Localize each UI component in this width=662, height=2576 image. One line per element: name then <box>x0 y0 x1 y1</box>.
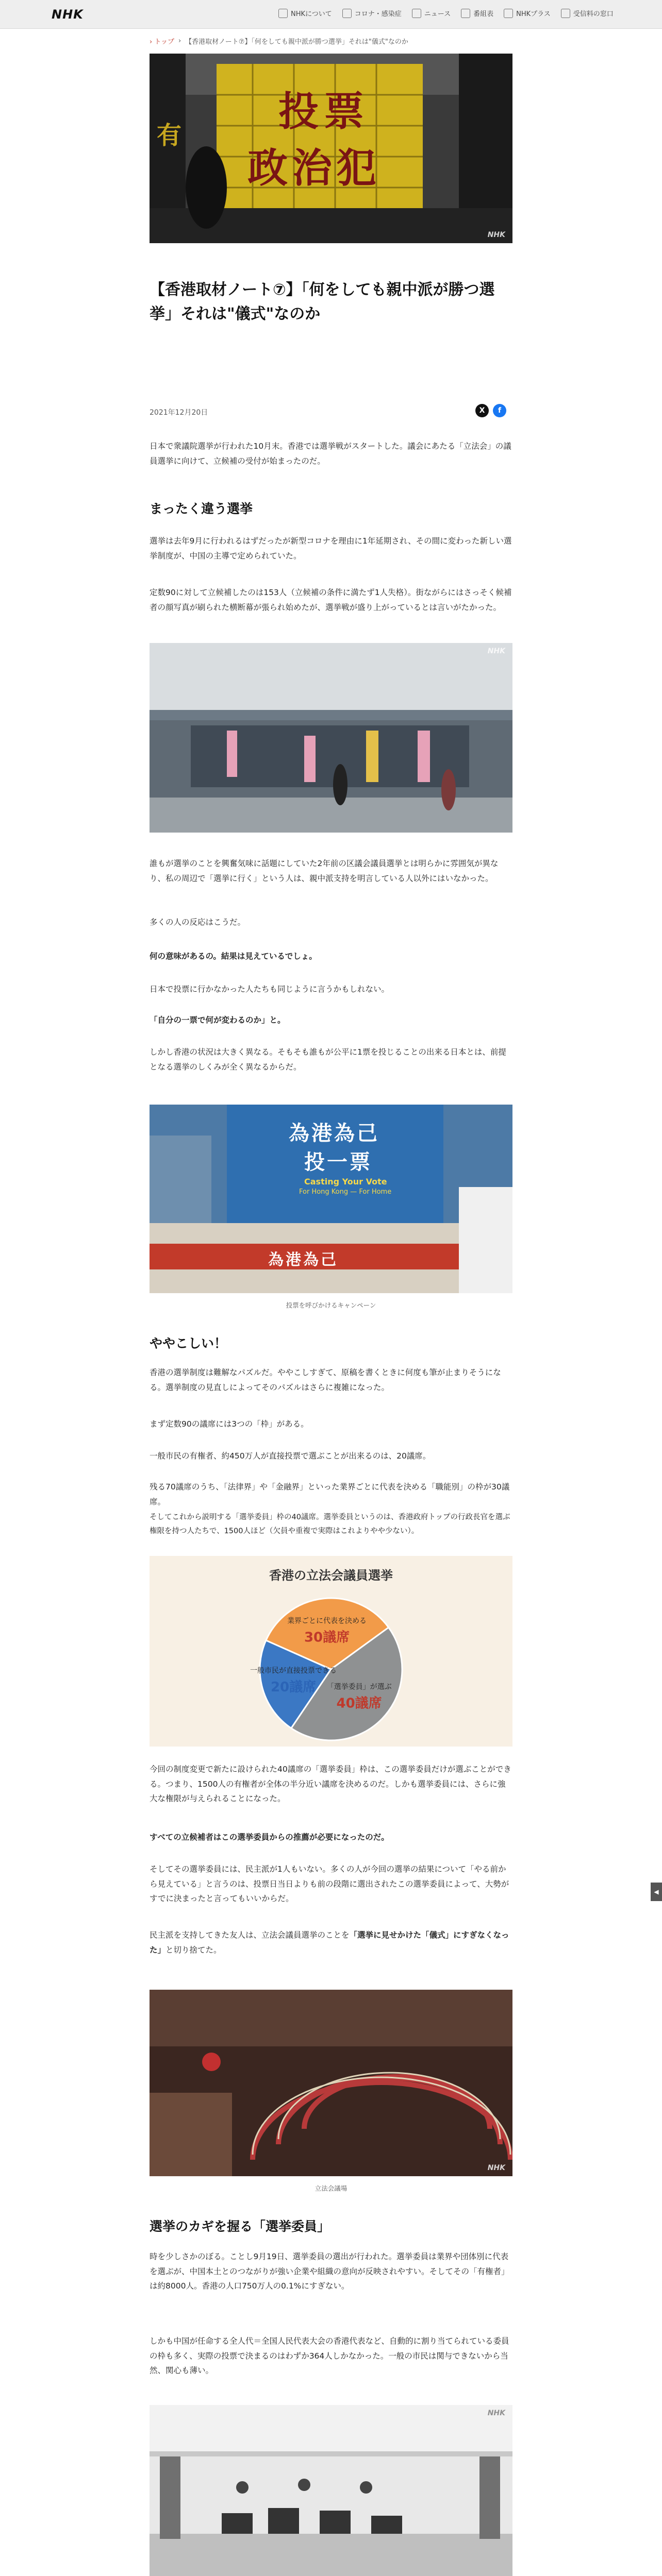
article-date: 2021年12月20日 <box>150 409 208 417</box>
paragraph: 多くの人の反応はこうだ。 <box>150 918 246 927</box>
paragraph: 定数90に対して立候補したのは153人（立候補の条件に満たず1人失格）。街ながらにはさっそく候補者の顔写真が刷られた横断幕が張られ始めたが、選挙戦が盛り上がっているとは言いがたかった。 <box>150 588 512 612</box>
legco-illustration <box>150 1990 512 2176</box>
section-heading-2: ややこしい！ <box>150 1336 227 1351</box>
quote: 何の意味があるの。結果は見えているでしょ。 <box>150 952 317 961</box>
intro-paragraph: 日本で衆議院選挙が行われた10月末。香港では選挙戦がスタートした。議会にあたる「立法会」の議員選挙に向けて、立候補の受付が始まったのだ。 <box>150 442 511 466</box>
site-header <box>0 0 662 29</box>
news-icon <box>412 9 421 18</box>
banner-line2: 投一票 <box>304 1150 372 1174</box>
pie-slice-label: 業界ごとに代表を決める <box>287 1617 367 1625</box>
photo-caption: 立法会議場 <box>315 2184 347 2192</box>
paragraph: そしてこれから説明する「選挙委員」枠の40議席。選挙委員というのは、香港政府トップの行政長官を選ぶ権限を持つ人たちで、1500人ほど（欠員や重複で実際はこれよりやや少ない）。 <box>150 1513 510 1535</box>
banner-line3: Casting Your Vote <box>304 1177 387 1187</box>
election-center-illustration <box>150 2405 512 2576</box>
nav-item-fee[interactable]: 受信料の窓口 <box>561 8 614 18</box>
street-photo <box>150 643 512 833</box>
paragraph <box>150 1928 512 1957</box>
quote: すべての立候補者はこの選挙委員からの推薦が必要になったのだ。 <box>150 1833 389 1842</box>
pie-value-label: 30議席 <box>304 1630 350 1646</box>
paragraph: 時を少しさかのぼる。ことし9月19日、選挙委員の選出が行われた。選挙委員は業界や団体別に代表を選ぶが、中国本土とのつながりが強い企業や組織の意向が反映されやすい。そしてその「有権者」は約8000人。香港の人口750万人の0.1%にすぎない。 <box>150 2252 509 2291</box>
campaign-photo <box>150 1105 512 1293</box>
section-heading-3: 選挙のカギを握る「選挙委員」 <box>150 2219 330 2234</box>
legco-photo-watermark: NHK <box>487 2164 505 2172</box>
banner-line1: 為港為己 <box>289 1122 379 1145</box>
article-title: 【香港取材ノート⑦】「何をしても親中派が勝つ選挙」それは"儀式"なのか <box>150 281 495 323</box>
banner-sign: 為港為己 <box>268 1251 338 1269</box>
virus-icon <box>342 9 352 18</box>
header-nav <box>278 8 614 18</box>
paragraph: 今回の制度変更で新たに設けられた40議席の「選挙委員」枠は、この選挙委員だけが選ぶことができる。つまり、1500人の有権者が全体の半分近い議席を決めるのだ。しかも選挙委員には、さらに強大な権限が与えられることになった。 <box>150 1765 511 1804</box>
breadcrumb <box>150 36 408 46</box>
paragraph: 香港の選挙制度は難解なパズルだ。ややこしすぎて、原稿を書くときに何度も筆が止まりそうになる。選挙制度の見直しによってそのパズルはさらに複雑になった。 <box>150 1368 501 1392</box>
pie-slice-label: 「選挙委員」が選ぶ <box>326 1683 392 1691</box>
nav-item-about[interactable]: NHKについて <box>278 8 332 18</box>
hero-photo <box>150 54 512 243</box>
chart-title: 香港の立法会議員選挙 <box>269 1568 393 1583</box>
hero-side-char: 有 <box>157 121 182 150</box>
photo-caption: 投票を呼びかけるキャンペーン <box>286 1301 376 1309</box>
hero-watermark: NHK <box>487 231 505 239</box>
play-icon <box>504 9 513 18</box>
nav-item-news[interactable]: ニュース <box>412 8 451 18</box>
paragraph: 日本で投票に行かなかった人たちも同じように言うかもしれない。 <box>150 985 390 994</box>
nhk-logo[interactable]: NHK <box>52 7 84 22</box>
pie-value-label: 20議席 <box>270 1679 317 1695</box>
schedule-icon <box>461 9 470 18</box>
hero-sign-line2: 政治犯 <box>247 145 381 192</box>
breadcrumb-home[interactable]: › トップ <box>150 38 174 46</box>
fee-icon <box>561 9 570 18</box>
paragraph: 誰もが選挙のことを興奮気味に話題にしていた2年前の区議会議員選挙とは明らかに雰囲気が異なり、私の周辺で「選挙に行く」という人は、親中派支持を明言している人以外にはいなかった。 <box>150 859 499 883</box>
street-photo-watermark: NHK <box>487 647 505 655</box>
nav-item-corona[interactable]: コロナ・感染症 <box>342 8 402 18</box>
seat-pie-chart <box>150 1556 512 1747</box>
pie-svg <box>150 1556 512 1747</box>
quote-inline: 「選挙に見せかけた「儀式」にすぎなくなった」 <box>150 1930 509 1955</box>
info-icon <box>278 9 288 18</box>
paragraph: そしてその選挙委員には、民主派が1人もいない。多くの人が今回の選挙の結果について「やる前から見えている」と言うのは、投票日当日よりも前の段階に選出されたこの選挙委員によって、大勢がすでに決まったと言ってもいいからだ。 <box>150 1865 509 1904</box>
quote: 「自分の一票で何が変わるのか」と。 <box>150 1015 286 1025</box>
paragraph: しかも中国が任命する全人代＝全国人民代表大会の香港代表など、自動的に割り当てられている委員の枠も多く、実際の投票で決まるのはわずか364人しかなかった。一般の市民は関与できないから当然、関心も薄い。 <box>150 2336 509 2376</box>
side-tab-button[interactable]: ◀ <box>651 1883 662 1901</box>
paragraph: 選挙は去年9月に行われるはずだったが新型コロナを理由に1年延期され、その間に変わった新しい選挙制度が、中国の主導で定められていた。 <box>150 536 512 561</box>
paragraph-text: と切り捨てた。 <box>166 1945 222 1955</box>
share-x-button[interactable]: X <box>475 404 489 417</box>
banner-line4: For Hong Kong — For Home <box>299 1188 392 1196</box>
pie-value-label: 40議席 <box>336 1696 382 1711</box>
chevron-right-icon: › <box>178 37 181 45</box>
section-heading-1: まったく違う選挙 <box>150 501 253 516</box>
paragraph-text: 民主派を支持してきた友人は、立法会議員選挙のことを <box>150 1930 350 1940</box>
paragraph: 残る70議席のうち、「法律界」や「金融界」といった業界ごとに代表を決める「職能別」の枠が30議席。 <box>150 1482 510 1506</box>
nav-item-nhkplus[interactable]: NHKプラス <box>504 8 551 18</box>
paragraph: しかし香港の状況は大きく異なる。そもそも誰もが公平に1票を投じることの出来る日本とは、前提となる選挙のしくみが全く異なるからだ。 <box>150 1047 506 1072</box>
legco-photo <box>150 1990 512 2176</box>
share-facebook-button[interactable]: f <box>493 404 506 417</box>
hero-sign-line1: 投票 <box>278 89 370 135</box>
paragraph: 一般市民の有権者、約450万人が直接投票で選ぶことが出来るのは、20議席。 <box>150 1451 431 1461</box>
paragraph: まず定数90の議席には3つの「枠」がある。 <box>150 1419 309 1429</box>
pie-slice-label: 一般市民が直接投票できる <box>250 1666 337 1675</box>
nav-item-schedule[interactable]: 番組表 <box>461 8 493 18</box>
election-center-photo <box>150 2405 512 2576</box>
breadcrumb-current: 【香港取材ノート⑦】「何をしても親中派が勝つ選挙」それは"儀式"なのか <box>185 38 408 46</box>
street-illustration <box>150 643 512 833</box>
election-center-watermark: NHK <box>487 2409 505 2417</box>
